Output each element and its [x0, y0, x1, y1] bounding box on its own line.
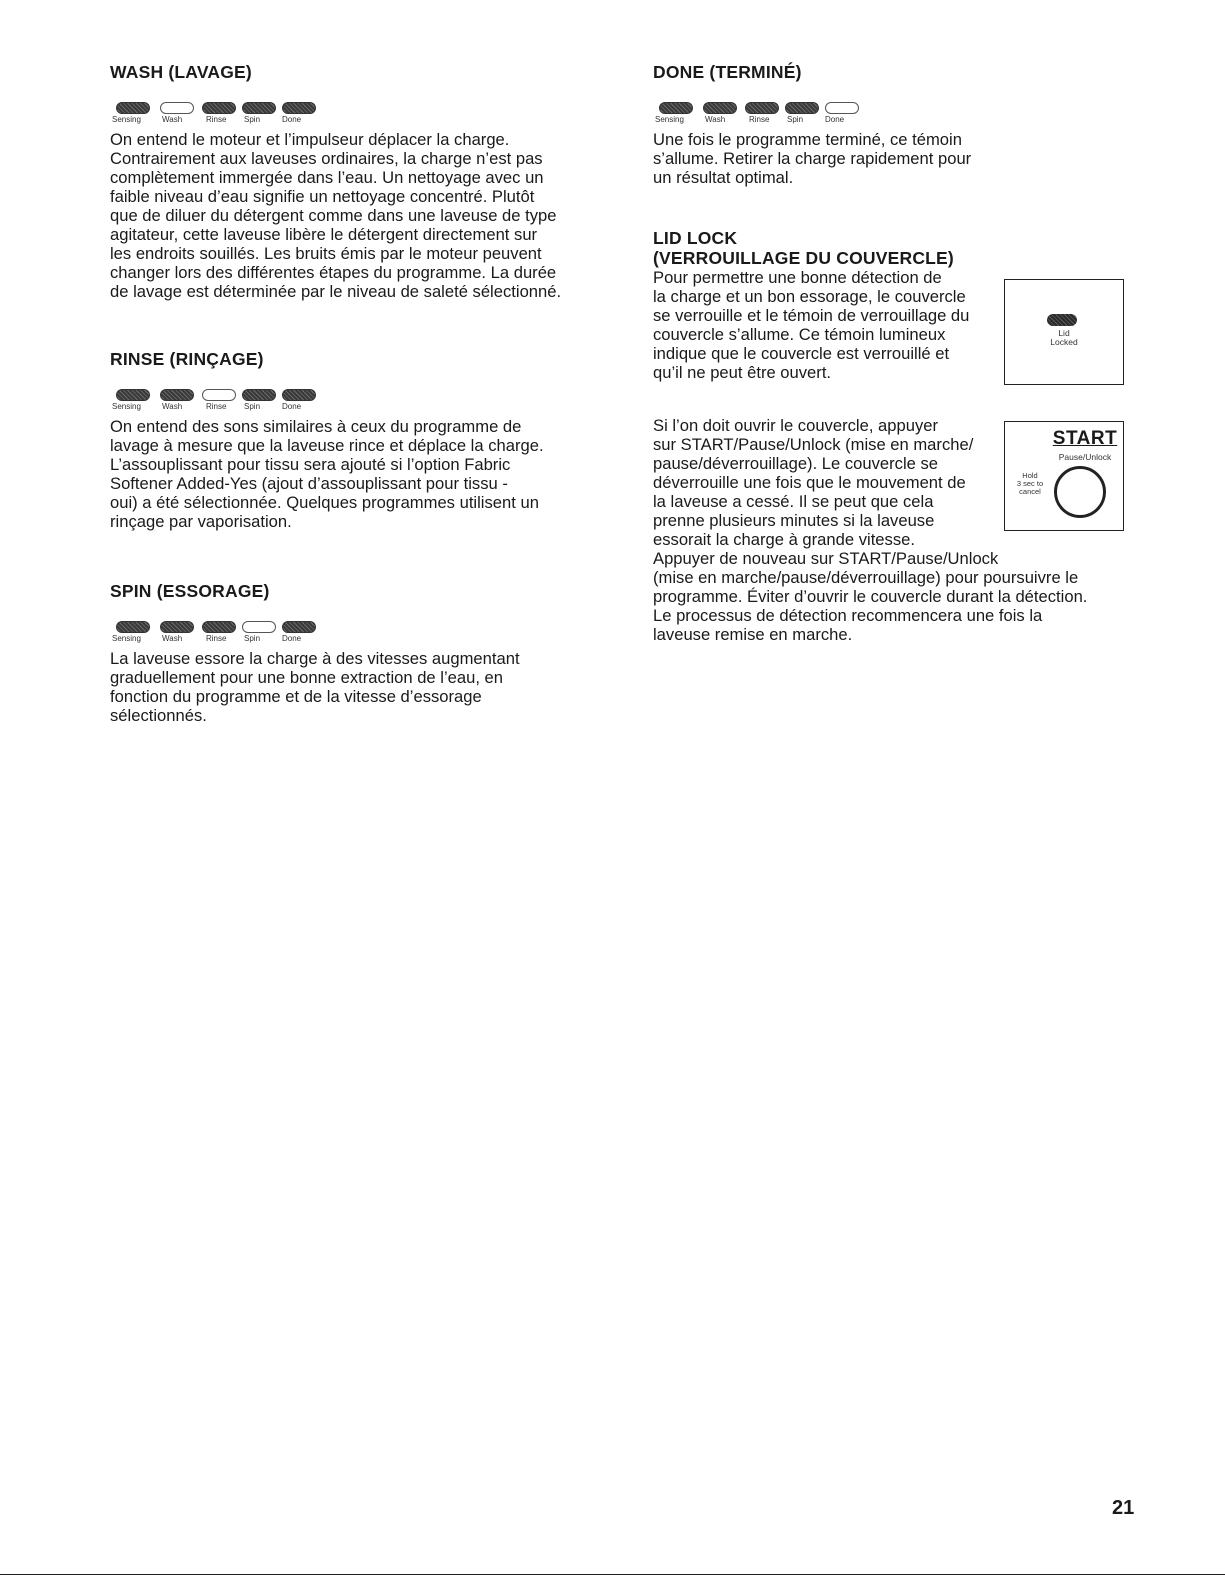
rinse-light [202, 102, 236, 114]
done-label: Done [825, 115, 845, 124]
unlock-description: Si l’on doit ouvrir le couvercle, appuyer sur START/Pause/Unlock (mise en marche/ pause/déverrouillage). Le couvercle se déverrouille une fois que le mouvement de la laveuse a cessé. Il se peut que cela prenne plusieurs minutes si la laveuse essorait la charge à grande vitesse. Appuyer de nouveau sur START/Pause/Unlock (mise en marche/pause/déverrouillage) pour poursuivre le programme. Éviter d’ouvrir le couvercle durant la détection. Le processus de détection recommencera une fois la laveuse remise en marche. [653, 416, 1088, 644]
wash-status-indicator [112, 94, 317, 126]
sensing-light [116, 389, 150, 401]
done-label: Done [282, 402, 302, 411]
sensing-light [116, 621, 150, 633]
spin-light [785, 102, 819, 114]
sensing-light [659, 102, 693, 114]
rinse-light [745, 102, 779, 114]
bottom-rule [0, 1574, 1225, 1575]
spin-description: La laveuse essore la charge à des vitesses augmentant graduellement pour une bonne extraction de l’eau, en fonction du programme et de la vitesse d’essorage sélectionnés. [110, 649, 520, 725]
rinse-label: Rinse [206, 402, 227, 411]
rinse-label: Rinse [206, 115, 227, 124]
done-light [282, 389, 316, 401]
start-label: START [1052, 428, 1118, 449]
done-label: Done [282, 115, 302, 124]
wash-label: Wash [705, 115, 726, 124]
hold-to-cancel-label [1011, 472, 1049, 496]
spin-light [242, 389, 276, 401]
spin-light [242, 102, 276, 114]
lid-lock-title: LID LOCK [653, 228, 738, 248]
wash-light [160, 102, 194, 114]
start-button-illustration [1004, 421, 1124, 531]
wash-light [160, 621, 194, 633]
lid-lock-description: Pour permettre une bonne détection de la charge et un bon essorage, le couvercle se verrouille et le témoin de verrouillage du couvercle s’allume. Ce témoin lumineux indique que le couvercle est verrouillé et qu’il ne peut être ouvert. [653, 268, 970, 382]
sensing-label: Sensing [112, 402, 141, 411]
wash-title: WASH (LAVAGE) [110, 62, 252, 82]
wash-label: Wash [162, 402, 183, 411]
spin-label: Spin [787, 115, 804, 124]
sensing-label: Sensing [112, 634, 141, 643]
done-status-indicator [655, 94, 860, 126]
done-label: Done [282, 634, 302, 643]
lid-locked-indicator [1004, 279, 1124, 385]
done-title: DONE (TERMINÉ) [653, 62, 802, 82]
rinse-title: RINSE (RINÇAGE) [110, 349, 264, 369]
left-column [110, 62, 610, 725]
spin-label: Spin [244, 402, 261, 411]
rinse-light [202, 389, 236, 401]
locked-label: Locked [1050, 337, 1078, 347]
done-description: Une fois le programme terminé, ce témoin s’allume. Retirer la charge rapidement pour un résultat optimal. [653, 130, 972, 187]
sensing-light [116, 102, 150, 114]
pause-unlock-label: Pause/Unlock [1058, 452, 1112, 462]
spin-status-indicator [112, 613, 317, 645]
done-light [282, 621, 316, 633]
lid-lock-subtitle: (VERROUILLAGE DU COUVERCLE) [653, 248, 954, 268]
rinse-status-indicator [112, 381, 317, 413]
wash-label: Wash [162, 634, 183, 643]
spin-label: Spin [244, 634, 261, 643]
lid-label: Lid [1058, 328, 1070, 338]
rinse-light [202, 621, 236, 633]
page-number: 21 [1112, 1497, 1135, 1519]
done-light [282, 102, 316, 114]
wash-description: On entend le moteur et l’impulseur déplacer la charge. Contrairement aux laveuses ordinaires, la charge n’est pas complètement immergée dans l’eau. Un nettoyage avec un faible niveau d’eau signifie un nettoyage concentré. Plutôt que de diluer du détergent comme dans une laveuse de type agitateur, cette laveuse libère le détergent directement sur les endroits souillés. Les bruits émis par le moteur peuvent changer lors des différentes étapes du programme. La durée de lavage est déterminée par le niveau de saleté sélectionné. [110, 130, 562, 301]
rinse-description: On entend des sons similaires à ceux du programme de lavage à mesure que la laveuse rince et déplace la charge. L’assouplissant pour tissu sera ajouté si l’option Fabric Softener Added-Yes (ajout d’assouplissant pour tissu - oui) a été sélectionnée. Quelques programmes utilisent un rinçage par vaporisation. [110, 417, 544, 531]
wash-label: Wash [162, 115, 183, 124]
done-light [825, 102, 859, 114]
rinse-label: Rinse [206, 634, 227, 643]
start-button-circle-icon [1054, 466, 1106, 518]
cancel-text: cancel [1019, 487, 1041, 496]
spin-title: SPIN (ESSORAGE) [110, 581, 270, 601]
sensing-label: Sensing [112, 115, 141, 124]
lid-locked-light [1047, 314, 1077, 326]
sensing-label: Sensing [655, 115, 684, 124]
wash-light [703, 102, 737, 114]
wash-light [160, 389, 194, 401]
spin-label: Spin [244, 115, 261, 124]
spin-light [242, 621, 276, 633]
hold-text: Hold [1022, 471, 1038, 480]
three-sec-text: 3 sec to [1016, 479, 1044, 488]
rinse-label: Rinse [749, 115, 770, 124]
